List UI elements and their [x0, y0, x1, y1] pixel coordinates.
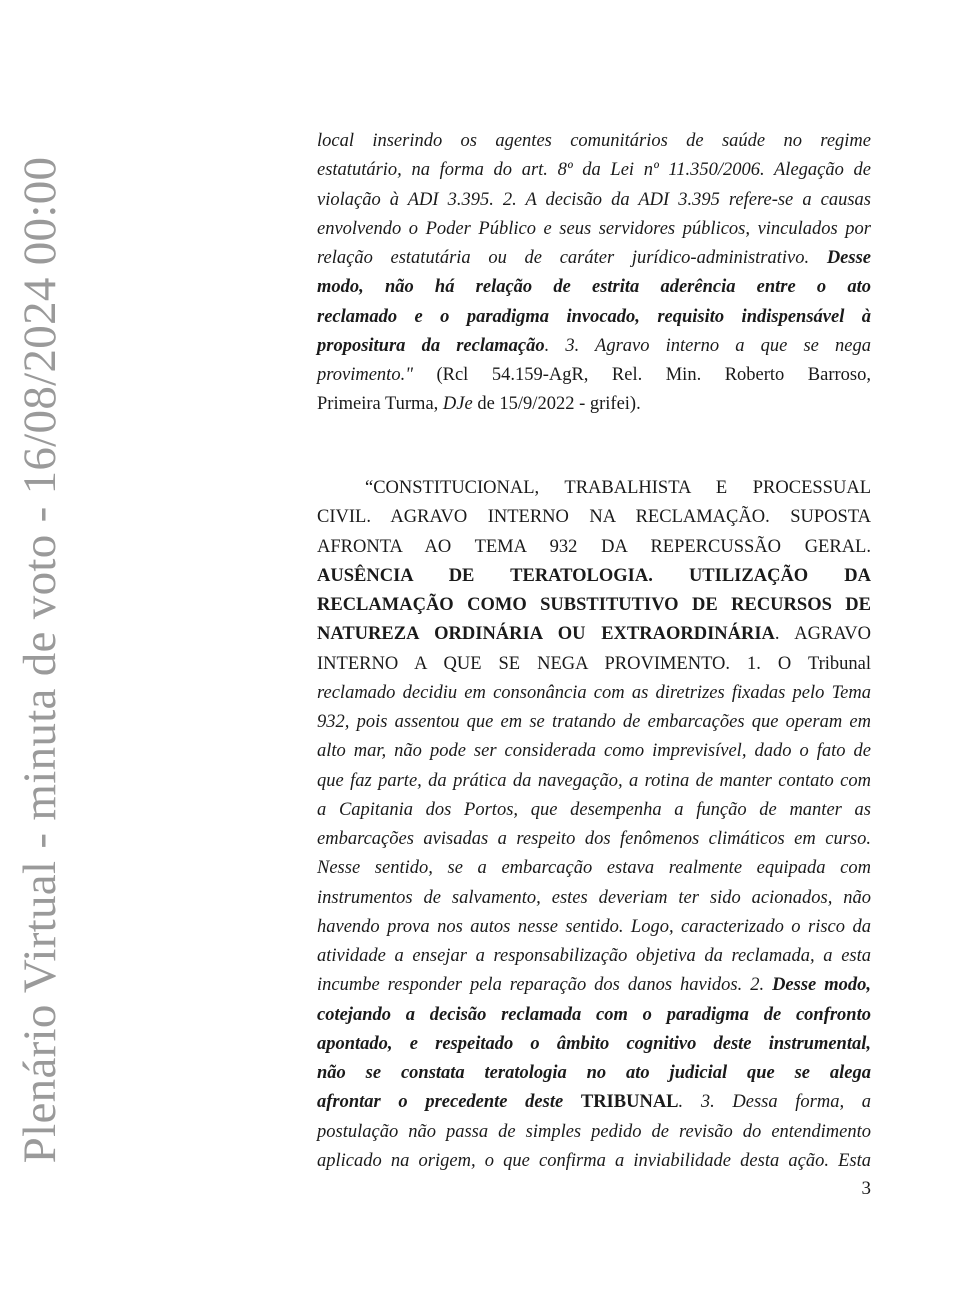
- text-segment: INTERNO A QUE SE NEGA PROVIMENTO. 1. O Tribunal: [317, 653, 871, 674]
- text-segment: embarcações avisadas a respeito dos fenômenos climáticos em curso.: [317, 829, 871, 849]
- text-segment: TRIBUNAL: [580, 1092, 679, 1113]
- text-segment: “CONSTITUCIONAL, TRABALHISTA E PROCESSUAL: [365, 478, 871, 498]
- text-segment: que faz parte, da prática da navegação, a rotina de manter contato com: [317, 770, 871, 791]
- text-segment: . 3. Agravo interno a que se nega: [544, 335, 871, 356]
- text-segment: AUSÊNCIA DE TERATOLOGIA. UTILIZAÇÃO DA: [317, 565, 871, 586]
- text-segment: modo, não há relação de estrita aderência entre o ato: [317, 277, 871, 298]
- text-segment: cotejando a decisão reclamada com o paradigma de confronto: [317, 1004, 871, 1025]
- text-line: [317, 679, 871, 708]
- text-line: [317, 474, 871, 503]
- text-line: [317, 591, 871, 620]
- text-line: [317, 737, 871, 766]
- text-segment: . AGRAVO: [774, 624, 871, 645]
- text-segment: apontado, e respeitado o âmbito cognitivo deste instrumental,: [317, 1033, 871, 1054]
- text-segment: havendo prova nos autos nesse sentido. Logo, caracterizado o risco da: [317, 916, 871, 937]
- text-line: [317, 503, 871, 532]
- text-segment: 932, pois assentou que em se tratando de embarcações que operam em: [317, 712, 871, 732]
- text-line: [317, 390, 871, 419]
- text-segment: de 15/9/2022 - grifei).: [472, 394, 641, 415]
- text-segment: alto mar, não pode ser considerada como imprevisível, dado o fato de: [317, 741, 871, 762]
- text-segment: Desse modo,: [772, 975, 871, 996]
- citation-paragraph-1: [317, 127, 871, 420]
- text-segment: (Rcl 54.159-AgR, Rel. Min. Roberto Barroso,: [436, 365, 871, 385]
- text-line: [317, 971, 871, 1000]
- text-segment: RECLAMAÇÃO COMO SUBSTITUTIVO DE RECURSOS DE: [317, 595, 871, 615]
- text-line: [317, 303, 871, 332]
- text-segment: violação à ADI 3.395. 2. A decisão da ADI 3.395 refere-se a causas: [317, 189, 871, 210]
- text-line: [317, 796, 871, 825]
- text-segment: postulação não passa de simples pedido de revisão do entendimento: [317, 1121, 871, 1142]
- text-segment: NATUREZA ORDINÁRIA OU EXTRAORDINÁRIA: [317, 624, 775, 645]
- text-segment: . 3. Dessa forma, a: [678, 1092, 871, 1113]
- text-line: [317, 361, 871, 390]
- text-line: [317, 1118, 871, 1147]
- text-line: [317, 825, 871, 854]
- text-segment: AFRONTA AO TEMA 932 DA REPERCUSSÃO GERAL.: [317, 536, 871, 557]
- citation-paragraph-2: [317, 474, 871, 1176]
- text-line: [317, 884, 871, 913]
- text-segment: envolvendo o Poder Público e seus servidores públicos, vinculados por: [317, 218, 871, 239]
- text-line: [317, 708, 871, 737]
- text-line: [317, 244, 871, 273]
- text-segment: CIVIL. AGRAVO INTERNO NA RECLAMAÇÃO. SUPOSTA: [317, 507, 871, 528]
- text-line: [317, 767, 871, 796]
- text-segment: atividade a ensejar a responsabilização objetiva da reclamada, a esta: [317, 946, 871, 966]
- text-segment: incumbe responder pela reparação dos danos havidos. 2.: [317, 975, 773, 996]
- text-segment: afrontar o precedente deste: [317, 1092, 581, 1113]
- page-number: 3: [861, 1178, 871, 1199]
- text-line: [317, 533, 871, 562]
- text-segment: aplicado na origem, o que confirma a inviabilidade desta ação. Esta: [317, 1150, 871, 1171]
- text-segment: propositura da reclamação: [317, 335, 545, 356]
- text-line: [317, 562, 871, 591]
- text-line: [317, 1030, 871, 1059]
- text-line: [317, 913, 871, 942]
- text-segment: provimento.": [317, 365, 437, 385]
- text-segment: reclamado decidiu em consonância com as diretrizes fixadas pelo Tema: [317, 682, 871, 703]
- text-segment: instrumentos de salvamento, estes deveriam ter sido acionados, não: [317, 887, 871, 908]
- text-line: [317, 1001, 871, 1030]
- text-segment: relação estatutária ou de caráter jurídico-administrativo.: [317, 248, 827, 268]
- text-line: [317, 1147, 871, 1176]
- text-line: [317, 942, 871, 971]
- text-line: [317, 854, 871, 883]
- text-line: [317, 186, 871, 215]
- text-line: [317, 127, 871, 156]
- watermark: Plenário Virtual - minuta de voto - 16/08/2024 00:00: [14, 156, 66, 1164]
- text-line: [317, 1059, 871, 1088]
- text-segment: a Capitania dos Portos, que desempenha a função de manter as: [317, 799, 871, 820]
- text-segment: Desse: [826, 248, 871, 268]
- text-segment: Primeira Turma,: [317, 394, 443, 415]
- text-segment: DJe: [442, 394, 473, 415]
- text-line: [317, 650, 871, 679]
- text-segment: Nesse sentido, se a embarcação estava realmente equipada com: [317, 858, 871, 879]
- text-segment: local inserindo os agentes comunitários de saúde no regime: [317, 131, 871, 151]
- text-line: [317, 332, 871, 361]
- text-segment: estatutário, na forma do art. 8º da Lei nº 11.350/2006. Alegação de: [317, 160, 871, 181]
- text-segment: reclamado e o paradigma invocado, requisito indispensável à: [317, 306, 871, 327]
- text-line: [317, 620, 871, 649]
- text-line: [317, 1088, 871, 1117]
- text-segment: não se constata teratologia no ato judicial que se alega: [317, 1063, 871, 1083]
- text-line: [317, 273, 871, 302]
- text-line: [317, 215, 871, 244]
- text-line: [317, 156, 871, 185]
